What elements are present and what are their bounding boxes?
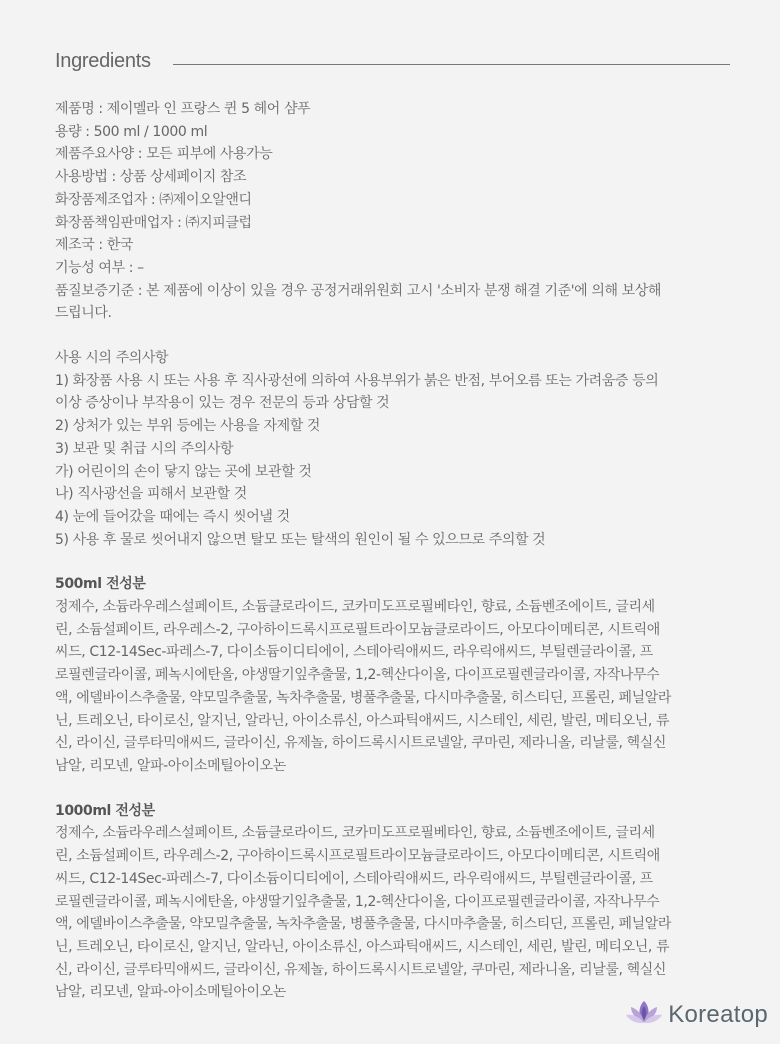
info-country: 제조국 : 한국 bbox=[55, 237, 134, 254]
koreatop-logo bbox=[624, 998, 768, 1032]
ingredients-line: 액, 에델바이스추출물, 약모밀추출물, 녹차추출물, 병풀추출물, 다시마추출물, 히스티딘, 프롤린, 페닐알라 bbox=[55, 916, 672, 933]
ingredients-line: 액, 에델바이스추출물, 약모밀추출물, 녹차추출물, 병풀추출물, 다시마추출물, 히스티딘, 프롤린, 페닐알라 bbox=[55, 689, 672, 706]
ingredients-line: 린, 소듐설페이트, 라우레스-2, 구아하이드록시프로필트라이모늄클로라이드, 아모다이메티콘, 시트릭애 bbox=[55, 848, 660, 865]
ingredients-line: 닌, 트레오닌, 타이로신, 알지닌, 알라닌, 아이소류신, 아스파틱애씨드, 시스테인, 세린, 발린, 메티오닌, 류 bbox=[55, 938, 670, 955]
content-body bbox=[55, 98, 735, 1004]
spacer bbox=[55, 551, 735, 573]
brand-name: Koreatop bbox=[668, 1001, 768, 1028]
ingredients-line: 정제수, 소듐라우레스설페이트, 소듐클로라이드, 코카미도프로필베타인, 향료, 소듐벤조에이트, 글리세 bbox=[55, 825, 655, 842]
info-manufacturer: 화장품제조업자 : ㈜제이오알앤디 bbox=[55, 191, 252, 208]
ingredients-line: 로필렌글라이콜, 페녹시에탄올, 야생딸기잎추출물, 1,2-헥산다이올, 다이프로필렌글라이콜, 자작나무수 bbox=[55, 667, 660, 684]
info-main-spec: 제품주요사양 : 모든 피부에 사용가능 bbox=[55, 146, 273, 163]
ingredients-line: 린, 소듐설페이트, 라우레스-2, 구아하이드록시프로필트라이모늄클로라이드, 아모다이메티콘, 시트릭애 bbox=[55, 621, 660, 638]
ingredients-line: 신, 라이신, 글루타믹애씨드, 글라이신, 유제놀, 하이드록시시트로넬알, 쿠마린, 제라니올, 리날룰, 헥실신 bbox=[55, 735, 666, 752]
header-divider bbox=[173, 64, 730, 65]
caution-item: 가) 어린이의 손이 닿지 않는 곳에 보관할 것 bbox=[55, 463, 312, 480]
caution-section bbox=[55, 347, 735, 551]
spacer bbox=[55, 778, 735, 800]
ingredients-1000-section bbox=[55, 800, 735, 1004]
ingredients-line: 정제수, 소듐라우레스설페이트, 소듐클로라이드, 코카미도프로필베타인, 향료, 소듐벤조에이트, 글리세 bbox=[55, 599, 655, 616]
ingredients-line: 신, 라이신, 글루타믹애씨드, 글라이신, 유제놀, 하이드록시시트로넬알, 쿠마린, 제라니올, 리날룰, 헥실신 bbox=[55, 961, 666, 978]
caution-item: 3) 보관 및 취급 시의 주의사항 bbox=[55, 440, 234, 457]
caution-item: 나) 직사광선을 피해서 보관할 것 bbox=[55, 486, 247, 503]
page-title: Ingredients bbox=[55, 50, 151, 72]
ingredients-500-title: 500ml 전성분 bbox=[55, 576, 146, 593]
ingredients-1000-title: 1000ml 전성분 bbox=[55, 802, 155, 819]
info-volume: 용량 : 500 ml / 1000 ml bbox=[55, 123, 208, 140]
caution-title: 사용 시의 주의사항 bbox=[55, 350, 169, 367]
ingredients-line: 남알, 리모넨, 알파-아이소메틸아이오논 bbox=[55, 757, 286, 774]
ingredients-line: 로필렌글라이콜, 페녹시에탄올, 야생딸기잎추출물, 1,2-헥산다이올, 다이프로필렌글라이콜, 자작나무수 bbox=[55, 893, 660, 910]
ingredients-line: 씨드, C12-14Sec-파레스-7, 다이소듐이디티에이, 스테아릭애씨드, 라우릭애씨드, 부틸렌글라이콜, 프 bbox=[55, 644, 653, 661]
ingredients-line: 닌, 트레오닌, 타이로신, 알지닌, 알라닌, 아이소류신, 아스파틱애씨드, 시스테인, 세린, 발린, 메티오닌, 류 bbox=[55, 712, 670, 729]
info-functional: 기능성 여부 : – bbox=[55, 259, 144, 276]
info-warranty-cont: 드립니다. bbox=[55, 305, 112, 322]
info-product-name: 제품명 : 제이멜라 인 프랑스 퀸 5 헤어 샴푸 bbox=[55, 101, 311, 117]
spacer bbox=[55, 325, 735, 347]
caution-item: 5) 사용 후 물로 씻어내지 않으면 탈모 또는 탈색의 원인이 될 수 있으므로 주의할 것 bbox=[55, 531, 546, 548]
ingredients-line: 씨드, C12-14Sec-파레스-7, 다이소듐이디티에이, 스테아릭애씨드, 라우릭애씨드, 부틸렌글라이콜, 프 bbox=[55, 870, 653, 887]
ingredients-500-section bbox=[55, 573, 735, 777]
section-header bbox=[55, 50, 730, 73]
caution-item: 1) 화장품 사용 시 또는 사용 후 직사광선에 의하여 사용부위가 붉은 반점, 부어오름 또는 가려움증 등의 bbox=[55, 372, 659, 389]
ingredients-line: 남알, 리모넨, 알파-아이소메틸아이오논 bbox=[55, 984, 286, 1001]
info-usage: 사용방법 : 상품 상세페이지 참조 bbox=[55, 169, 247, 186]
info-warranty: 품질보증기준 : 본 제품에 이상이 있을 경우 공정거래위원회 고시 '소비자 분쟁 해결 기준'에 의해 보상해 bbox=[55, 282, 661, 299]
caution-item: 2) 상처가 있는 부위 등에는 사용을 자제할 것 bbox=[55, 418, 321, 435]
caution-item: 4) 눈에 들어갔을 때에는 즉시 씻어낼 것 bbox=[55, 508, 290, 525]
info-distributor: 화장품책임판매업자 : ㈜지피클럽 bbox=[55, 214, 252, 231]
caution-item: 이상 증상이나 부작용이 있는 경우 전문의 등과 상담할 것 bbox=[55, 395, 390, 412]
product-info bbox=[55, 98, 735, 325]
lotus-icon bbox=[624, 998, 664, 1032]
